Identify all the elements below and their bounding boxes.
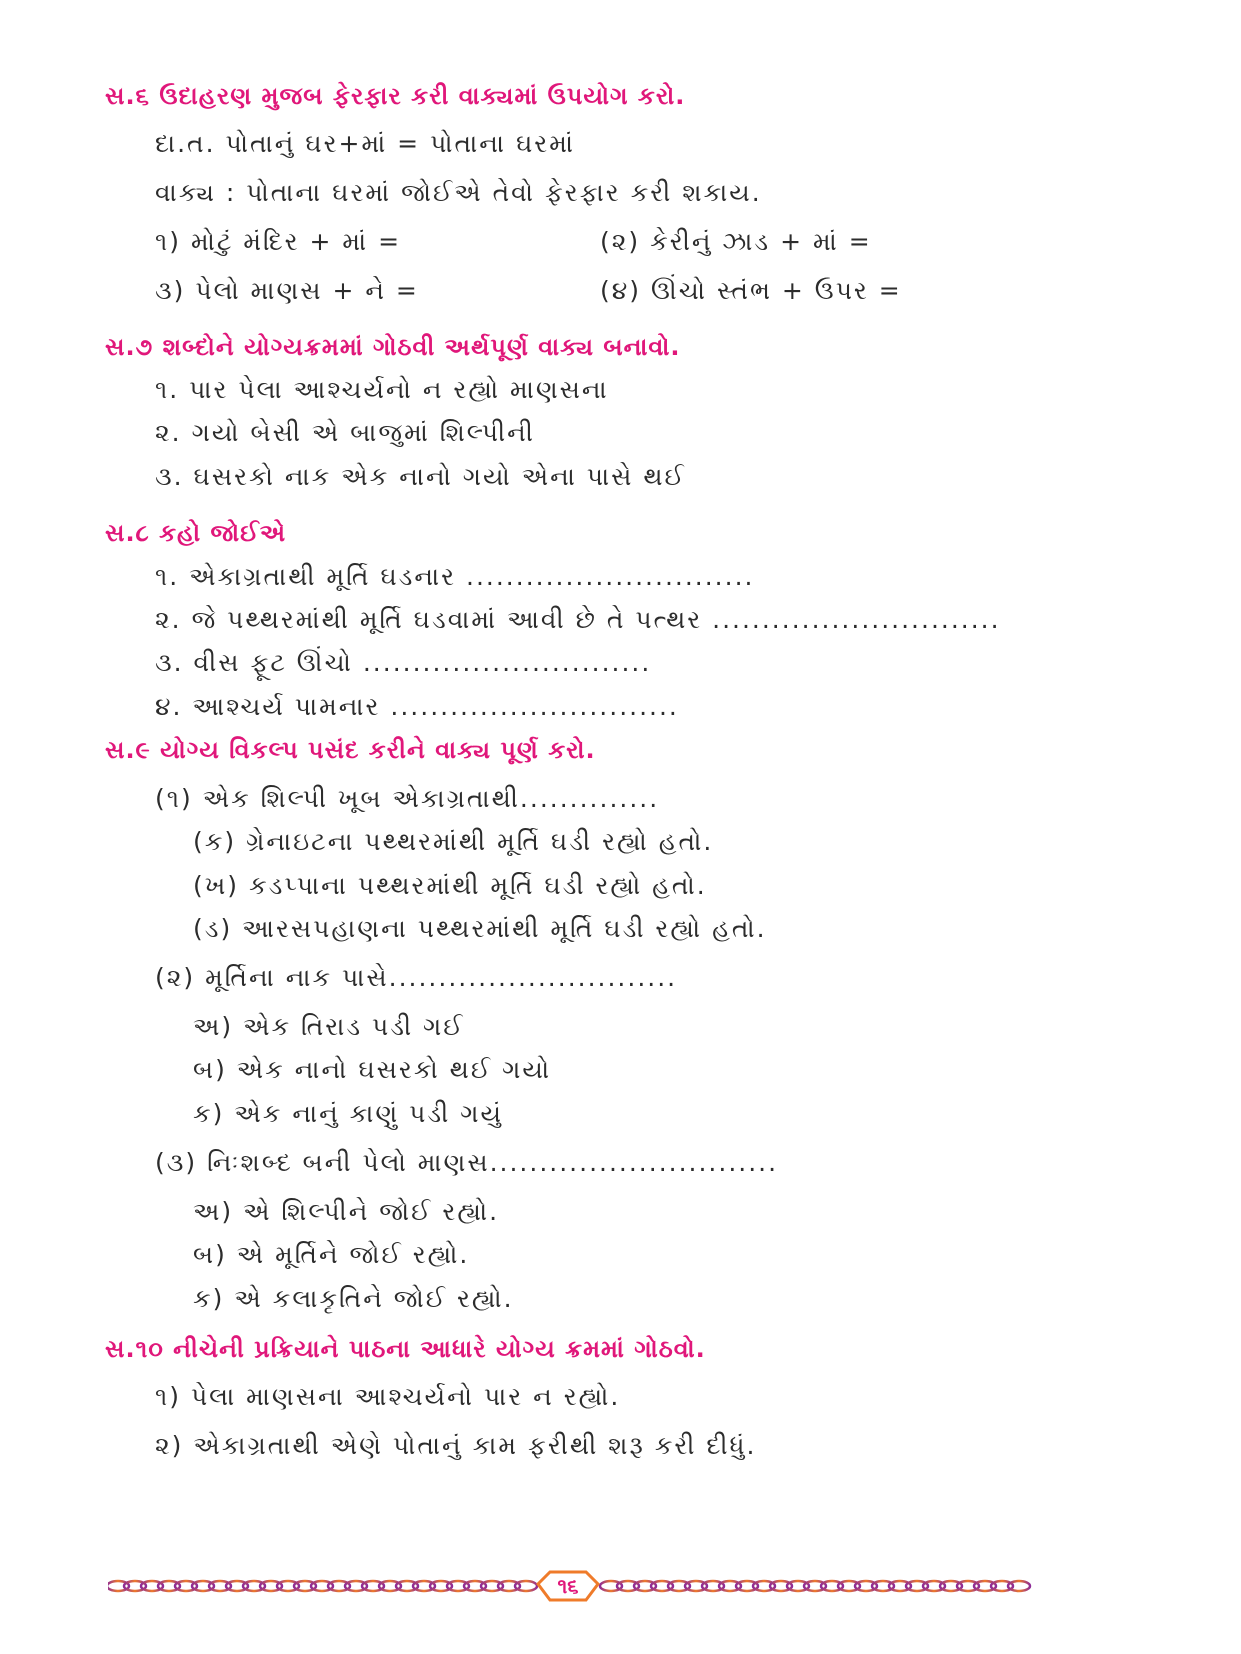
q7-item-2: ૨. ગયો બેસી એ બાજુમાં શિલ્પીની	[155, 418, 535, 447]
q8-item-2: ૨. જે પથ્થરમાંથી મૂર્તિ ઘડવામાં આવી છે તે પત્થર .............................	[155, 605, 1001, 634]
q9-question-2-option-1: અ) એક તિરાડ પડી ગઈ	[193, 1012, 465, 1041]
q6-item-3: ૩) પેલો માણસ + ને =	[155, 276, 419, 305]
q6-example: દા.ત. પોતાનું ઘર+માં = પોતાના ઘરમાં	[155, 129, 575, 158]
q6-item-4: (૪) ઊંચો સ્તંભ + ઉપર =	[600, 276, 902, 305]
q8-heading: સ.૮ કહો જોઈએ	[105, 519, 287, 547]
q10-heading: સ.૧૦ નીચેની પ્રક્રિયાને પાઠના આધારે યોગ્ય ક્રમમાં ગોઠવો.	[105, 1335, 706, 1363]
page-number: ૧૬	[557, 1574, 579, 1598]
q8-item-3: ૩. વીસ ફૂટ ઊંચો .............................	[155, 648, 652, 677]
q6-item-1: ૧) મોટું મંદિર + માં =	[155, 227, 402, 256]
q9-question-2-option-2: બ) એક નાનો ઘસરકો થઈ ગયો	[193, 1055, 552, 1084]
chain-link	[1008, 1581, 1030, 1591]
q9-question-1-option-3: (ડ) આરસપહાણના પથ્થરમાંથી મૂર્તિ ઘડી રહ્યો હતો.	[193, 914, 767, 943]
q6-heading: સ.૬ ઉદાહરણ મુજબ ફેરફાર કરી વાક્યમાં ઉપયોગ કરો.	[105, 82, 686, 110]
q10-item-2: ૨) એકાગ્રતાથી એણે પોતાનું કામ ફરીથી શરૂ કરી દીધું.	[155, 1431, 757, 1460]
q9-question-2-option-3: ક) એક નાનું કાણું પડી ગયું	[193, 1099, 503, 1128]
chain-link	[515, 1581, 537, 1591]
q9-question-3-option-1: અ) એ શિલ્પીને જોઈ રહ્યો.	[193, 1197, 500, 1226]
q9-question-3-option-2: બ) એ મૂર્તિને જોઈ રહ્યો.	[193, 1240, 470, 1269]
q7-item-3: ૩. ઘસરકો નાક એક નાનો ગયો એના પાસે થઈ	[155, 462, 686, 491]
q9-heading: સ.૯ યોગ્ય વિકલ્પ પસંદ કરીને વાક્ય પૂર્ણ કરો.	[105, 736, 596, 764]
q6-item-2: (૨) કેરીનું ઝાડ + માં =	[600, 227, 872, 256]
footer-chain-border	[108, 1566, 1033, 1606]
q9-question-1-option-2: (ખ) કડપ્પાના પથ્થરમાંથી મૂર્તિ ઘડી રહ્યો હતો.	[193, 871, 707, 900]
q7-item-1: ૧. પાર પેલા આશ્ચર્યનો ન રહ્યો માણસના	[155, 375, 609, 404]
q9-question-1-option-1: (ક) ગ્રેનાઇટના પથ્થરમાંથી મૂર્તિ ઘડી રહ્યો હતો.	[193, 827, 714, 856]
q8-item-1: ૧. એકાગ્રતાથી મૂર્તિ ઘડનાર .............................	[155, 562, 755, 591]
q9-question-3-option-3: ક) એ કલાકૃતિને જોઈ રહ્યો.	[193, 1284, 514, 1313]
q10-item-1: ૧) પેલા માણસના આશ્ચર્યનો પાર ન રહ્યો.	[155, 1382, 621, 1411]
q9-question-2: (૨) મૂર્તિના નાક પાસે.............................	[155, 963, 678, 992]
q8-item-4: ૪. આશ્ચર્ય પામનાર .............................	[155, 692, 679, 721]
q9-question-3: (૩) નિઃશબ્દ બની પેલો માણસ.............................	[155, 1148, 779, 1177]
q9-question-1: (૧) એક શિલ્પી ખૂબ એકાગ્રતાથી..............	[155, 784, 660, 813]
q6-example-sentence: વાક્ય : પોતાના ઘરમાં જોઈએ તેવો ફેરફાર કરી શકાય.	[155, 178, 762, 207]
q7-heading: સ.૭ શબ્દોને યોગ્યક્રમમાં ગોઠવી અર્થપૂર્ણ વાક્ય બનાવો.	[105, 333, 681, 361]
page-number-badge	[538, 1572, 598, 1600]
